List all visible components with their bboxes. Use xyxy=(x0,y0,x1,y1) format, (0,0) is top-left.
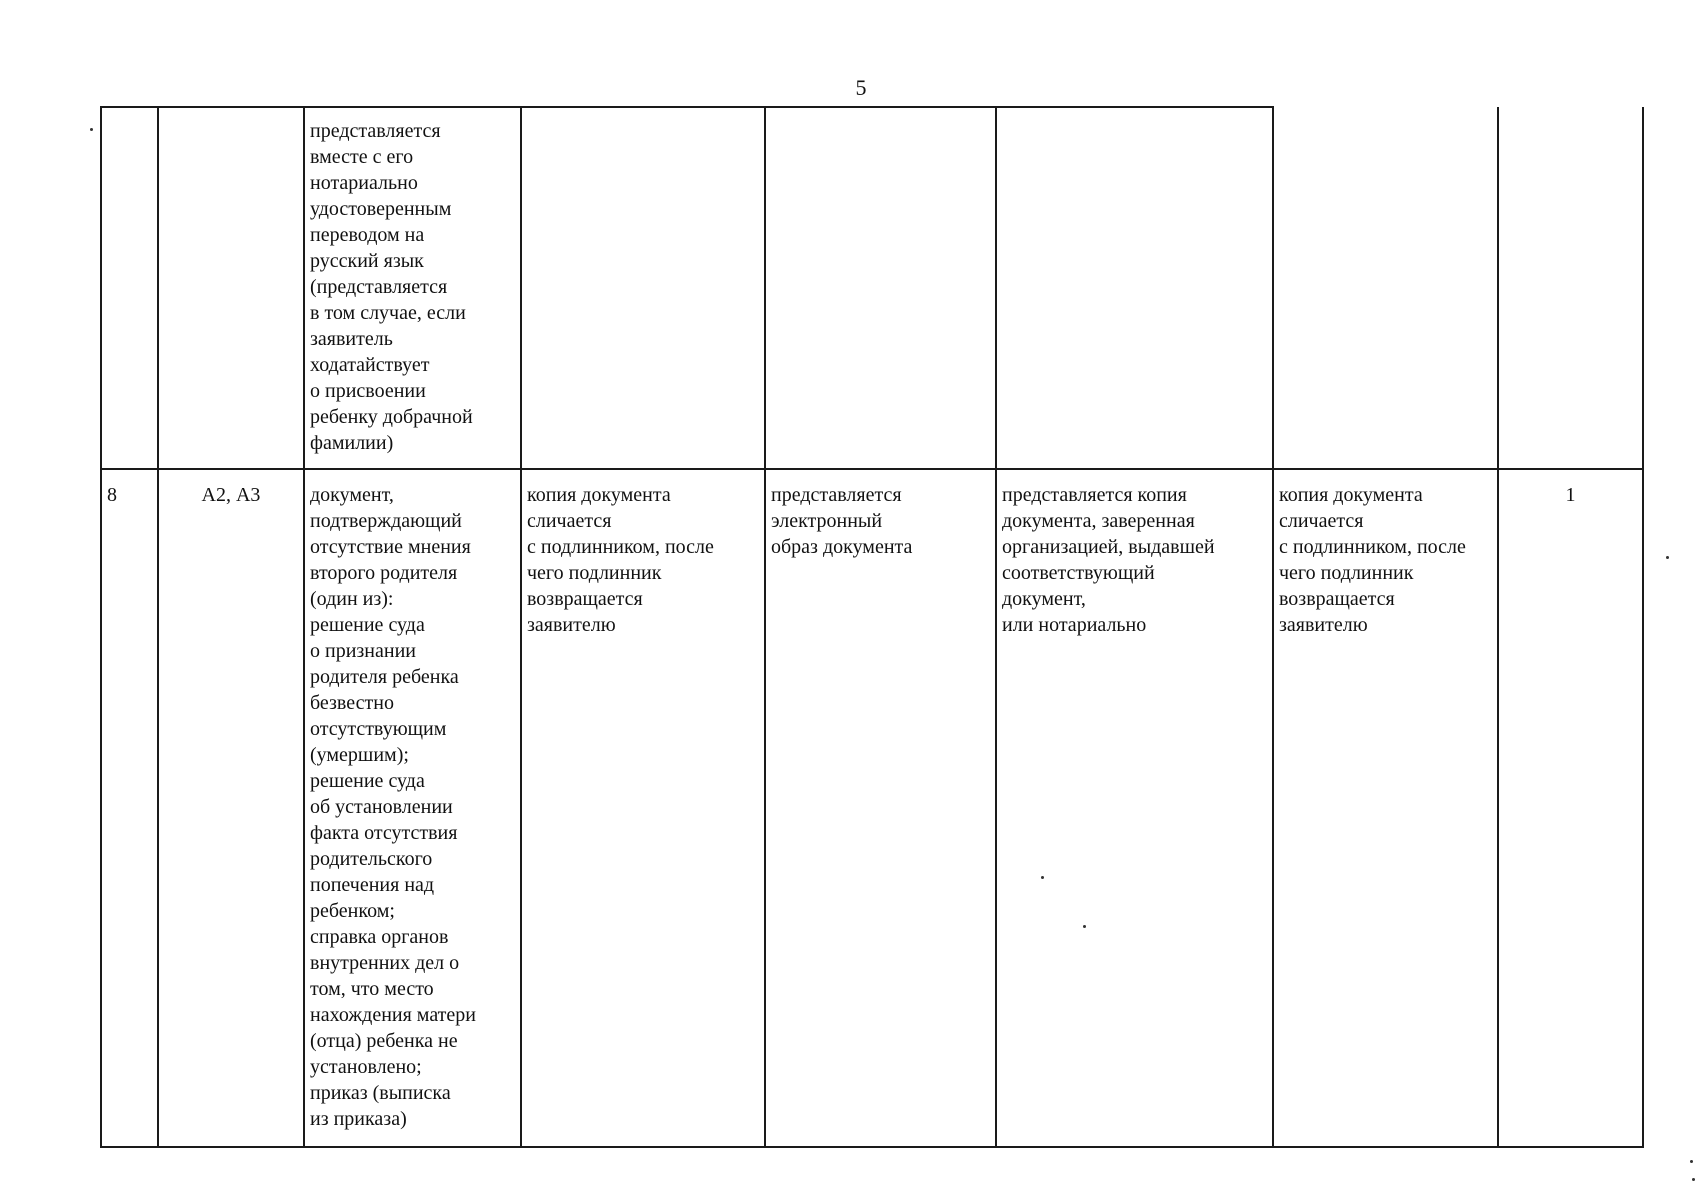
scan-speck xyxy=(1692,1178,1695,1181)
document-table xyxy=(100,106,1644,1148)
cell-col7: копия документа сличается с подлинником, после чего подлинник возвращается заявителю xyxy=(1273,469,1498,1147)
cell-col6: представляется копия документа, заверенная организацией, выдавшей соответствующий документ, или нотариально xyxy=(996,469,1273,1147)
page-number: 5 xyxy=(855,75,867,100)
cell-code xyxy=(158,107,304,469)
cell-col8 xyxy=(1498,107,1643,469)
scan-speck xyxy=(1666,556,1669,559)
scan-speck xyxy=(90,128,93,131)
cell-col8: 1 xyxy=(1498,469,1643,1147)
cell-number: 8 xyxy=(101,469,158,1147)
table-row xyxy=(101,107,1643,469)
cell-col6 xyxy=(996,107,1273,469)
table-row xyxy=(101,469,1643,1147)
scan-speck xyxy=(1690,1160,1693,1163)
cell-number xyxy=(101,107,158,469)
cell-col7 xyxy=(1273,107,1498,469)
cell-col4 xyxy=(521,107,765,469)
cell-col5 xyxy=(765,107,996,469)
cell-col4: копия документа сличается с подлинником, после чего подлинник возвращается заявителю xyxy=(521,469,765,1147)
cell-col5: представляется электронный образ документа xyxy=(765,469,996,1147)
cell-document: представляется вместе с его нотариально удостоверенным переводом на русский язык (представляется в том случае, если заявитель ходатайствует о присвоении ребенку добрачной фамилии) xyxy=(304,107,521,469)
scan-speck xyxy=(1083,925,1086,928)
cell-document: документ, подтверждающий отсутствие мнения второго родителя (один из): решение суда о признании родителя ребенка безвестно отсутствующим (умершим); решение суда об установлении факта отсутствия родительского попечения над ребенком; справка органов внутренних дел о том, что место нахождения матери (отца) ребенка не установлено; приказ (выписка из приказа) xyxy=(304,469,521,1147)
scan-speck xyxy=(1041,876,1044,879)
cell-code: А2, А3 xyxy=(158,469,304,1147)
